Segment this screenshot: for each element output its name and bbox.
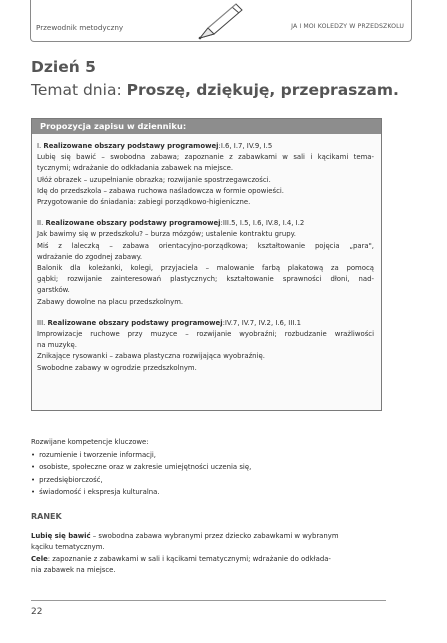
ranek-heading: RANEK bbox=[31, 512, 62, 521]
section-line: Improwizacje ruchowe przy muzyce – rozwijanie wyobraźni; rozbudzanie wrażliwości bbox=[37, 330, 374, 339]
section-line: Jak bawimy się w przedszkolu? – burza mózgów; ustalenie kontraktu grupy. bbox=[37, 230, 296, 239]
footer-divider bbox=[31, 600, 386, 601]
section-heading: II. Realizowane obszary podstawy programowej:III.5, I.5, I.6, IV.8, I.4, I.2 bbox=[37, 219, 305, 228]
section-line: Zabawy dowolne na placu przedszkolnym. bbox=[37, 297, 184, 306]
header-section-title: JA I MOI KOLEDZY W PRZEDSZKOLU bbox=[291, 23, 404, 30]
pencil-icon bbox=[196, 0, 246, 42]
box-heading: Propozycja zapisu w dzienniku: bbox=[32, 119, 381, 134]
page-number: 22 bbox=[31, 607, 43, 617]
ranek-paragraph bbox=[31, 531, 386, 577]
paragraph-line: Lubię się bawić – swobodna zabawa wybranymi przez dziecko zabawkami w wybranym bbox=[31, 532, 339, 540]
list-item: • osobiste, społeczne oraz w zakresie umiejętności uczenia się, bbox=[31, 461, 391, 474]
paragraph-line: kąciku tematycznym. bbox=[31, 543, 105, 552]
list-item: • rozumienie i tworzenie informacji, bbox=[31, 449, 391, 462]
section-line: gąbki; rozwijanie zainteresowań plastycznych; kształtowanie sprawności dłoni, nad- bbox=[37, 275, 374, 284]
section-line: Miś z laleczką – zabawa orientacyjno-porządkowa; kształtowanie pojęcia „para", bbox=[37, 241, 374, 250]
paragraph-line: Cele: zapoznanie z zabawkami w sali i kącikami tematycznymi; wdrażanie do odkłada- bbox=[31, 554, 331, 563]
journal-proposal-box bbox=[31, 118, 382, 411]
section-1 bbox=[37, 141, 374, 208]
section-line: Przygotowanie do śniadania: zabiegi porządkowo-higieniczne. bbox=[37, 198, 251, 207]
section-heading: I. Realizowane obszary podstawy programowej:I.6, I.7, IV.9, I.5 bbox=[37, 142, 273, 150]
list-item: • świadomość i ekspresja kulturalna. bbox=[31, 486, 391, 499]
section-line: Ułóż obrazek – uzupełnianie obrazka; rozwijanie spostrzegawczości. bbox=[37, 175, 271, 184]
section-heading: III. Realizowane obszary podstawy programowej:IV.7, IV.7, IV.2, I.6, III.1 bbox=[37, 318, 301, 327]
section-line: na muzykę. bbox=[37, 341, 77, 350]
section-line: Znikające rysowanki – zabawa plastyczna rozwijająca wyobraźnię. bbox=[37, 352, 265, 361]
list-item: • przedsiębiorczość, bbox=[31, 474, 391, 487]
section-line: tycznymi; wdrażanie do odkładania zabawek na miejsce. bbox=[37, 164, 234, 173]
section-line: Balonik dla koleżanki, kolegi, przyjaciela – malowanie farbą plakatową za pomocą bbox=[37, 264, 374, 273]
section-line: garstków. bbox=[37, 286, 70, 295]
competences-heading: Rozwijane kompetencje kluczowe: bbox=[31, 438, 149, 446]
section-line: wdrażanie do zgodnej zabawy. bbox=[37, 252, 143, 261]
paragraph-line: nia zabawek na miejsce. bbox=[31, 566, 116, 575]
header-book-title: Przewodnik metodyczny bbox=[36, 23, 124, 32]
topic-title: Temat dnia: Proszę, dziękuję, przepraszam. bbox=[31, 81, 399, 99]
section-line: Lubię się bawić – swobodna zabawa; zapoznanie z zabawkami w sali i kącikami tema- bbox=[37, 153, 374, 162]
day-title: Dzień 5 bbox=[31, 58, 96, 76]
key-competences bbox=[31, 436, 391, 499]
section-line: Idę do przedszkola – zabawa ruchowa naśladowcza w formie opowieści. bbox=[37, 186, 284, 195]
section-2 bbox=[37, 218, 374, 308]
section-line: Swobodne zabawy w ogrodzie przedszkolnym. bbox=[37, 363, 197, 372]
section-3 bbox=[37, 318, 374, 374]
